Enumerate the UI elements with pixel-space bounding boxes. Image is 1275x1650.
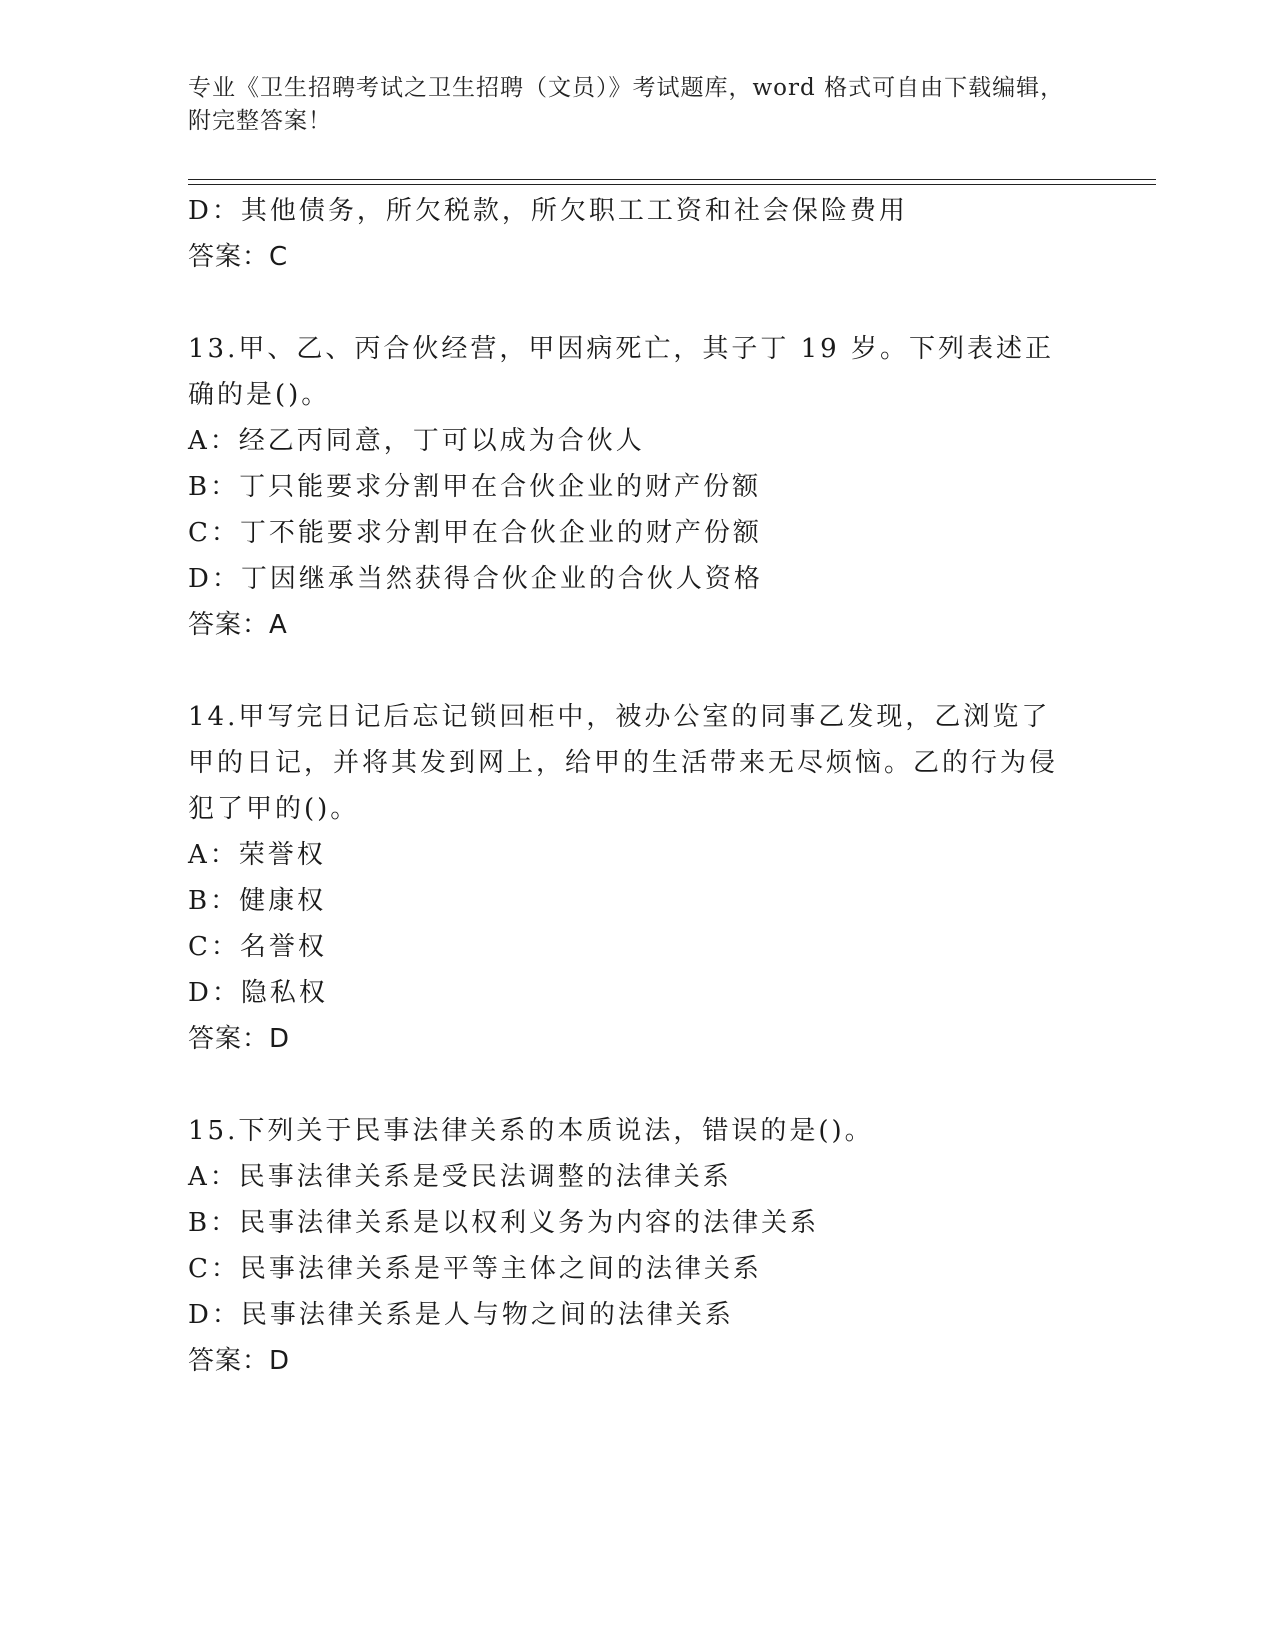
question-text: 15.下列关于民事法律关系的本质说法，错误的是()。 xyxy=(188,1116,874,1146)
spacer xyxy=(188,280,1088,326)
option-c: C：民事法律关系是平等主体之间的法律关系 xyxy=(188,1254,762,1284)
question-text: 14.甲写完日记后忘记锁回柜中，被办公室的同事乙发现，乙浏览了甲的日记，并将其发到网上，给甲的生活带来无尽烦恼。乙的行为侵犯了甲的()。 xyxy=(188,702,1059,824)
option-a: A：民事法律关系是受民法调整的法律关系 xyxy=(188,1162,732,1192)
answer-line: 答案：A xyxy=(188,610,288,640)
document-header: 专业《卫生招聘考试之卫生招聘（文员）》考试题库，word 格式可自由下载编辑，附完整答案！ xyxy=(188,75,1065,134)
option-b: B：丁只能要求分割甲在合伙企业的财产份额 xyxy=(188,472,762,502)
spacer xyxy=(188,1062,1088,1108)
answer-line: 答案：D xyxy=(188,1024,291,1054)
option-d: D：丁因继承当然获得合伙企业的合伙人资格 xyxy=(188,564,763,594)
question-13 xyxy=(188,326,1088,648)
option-a: A：经乙丙同意，丁可以成为合伙人 xyxy=(188,426,645,456)
option-b: B：健康权 xyxy=(188,886,327,916)
option-a: A：荣誉权 xyxy=(188,840,326,870)
option-b: B：民事法律关系是以权利义务为内容的法律关系 xyxy=(188,1208,820,1238)
option-d: D：隐私权 xyxy=(188,978,328,1008)
answer-line: 答案：C xyxy=(188,242,289,272)
question-text: 13.甲、乙、丙合伙经营，甲因病死亡，其子丁 19 岁。下列表述正确的是()。 xyxy=(188,334,1054,410)
option-c: C：名誉权 xyxy=(188,932,327,962)
answer-line: 答案：D xyxy=(188,1346,291,1376)
previous-question-tail xyxy=(188,188,1088,280)
option-c: C：丁不能要求分割甲在合伙企业的财产份额 xyxy=(188,518,762,548)
option-d: D：其他债务，所欠税款，所欠职工工资和社会保险费用 xyxy=(188,196,908,226)
header-divider-bottom xyxy=(188,184,1156,185)
option-d: D：民事法律关系是人与物之间的法律关系 xyxy=(188,1300,734,1330)
question-list xyxy=(188,188,1088,1384)
spacer xyxy=(188,648,1088,694)
question-14 xyxy=(188,694,1088,1062)
header-divider-top xyxy=(188,179,1156,180)
question-15 xyxy=(188,1108,1088,1384)
